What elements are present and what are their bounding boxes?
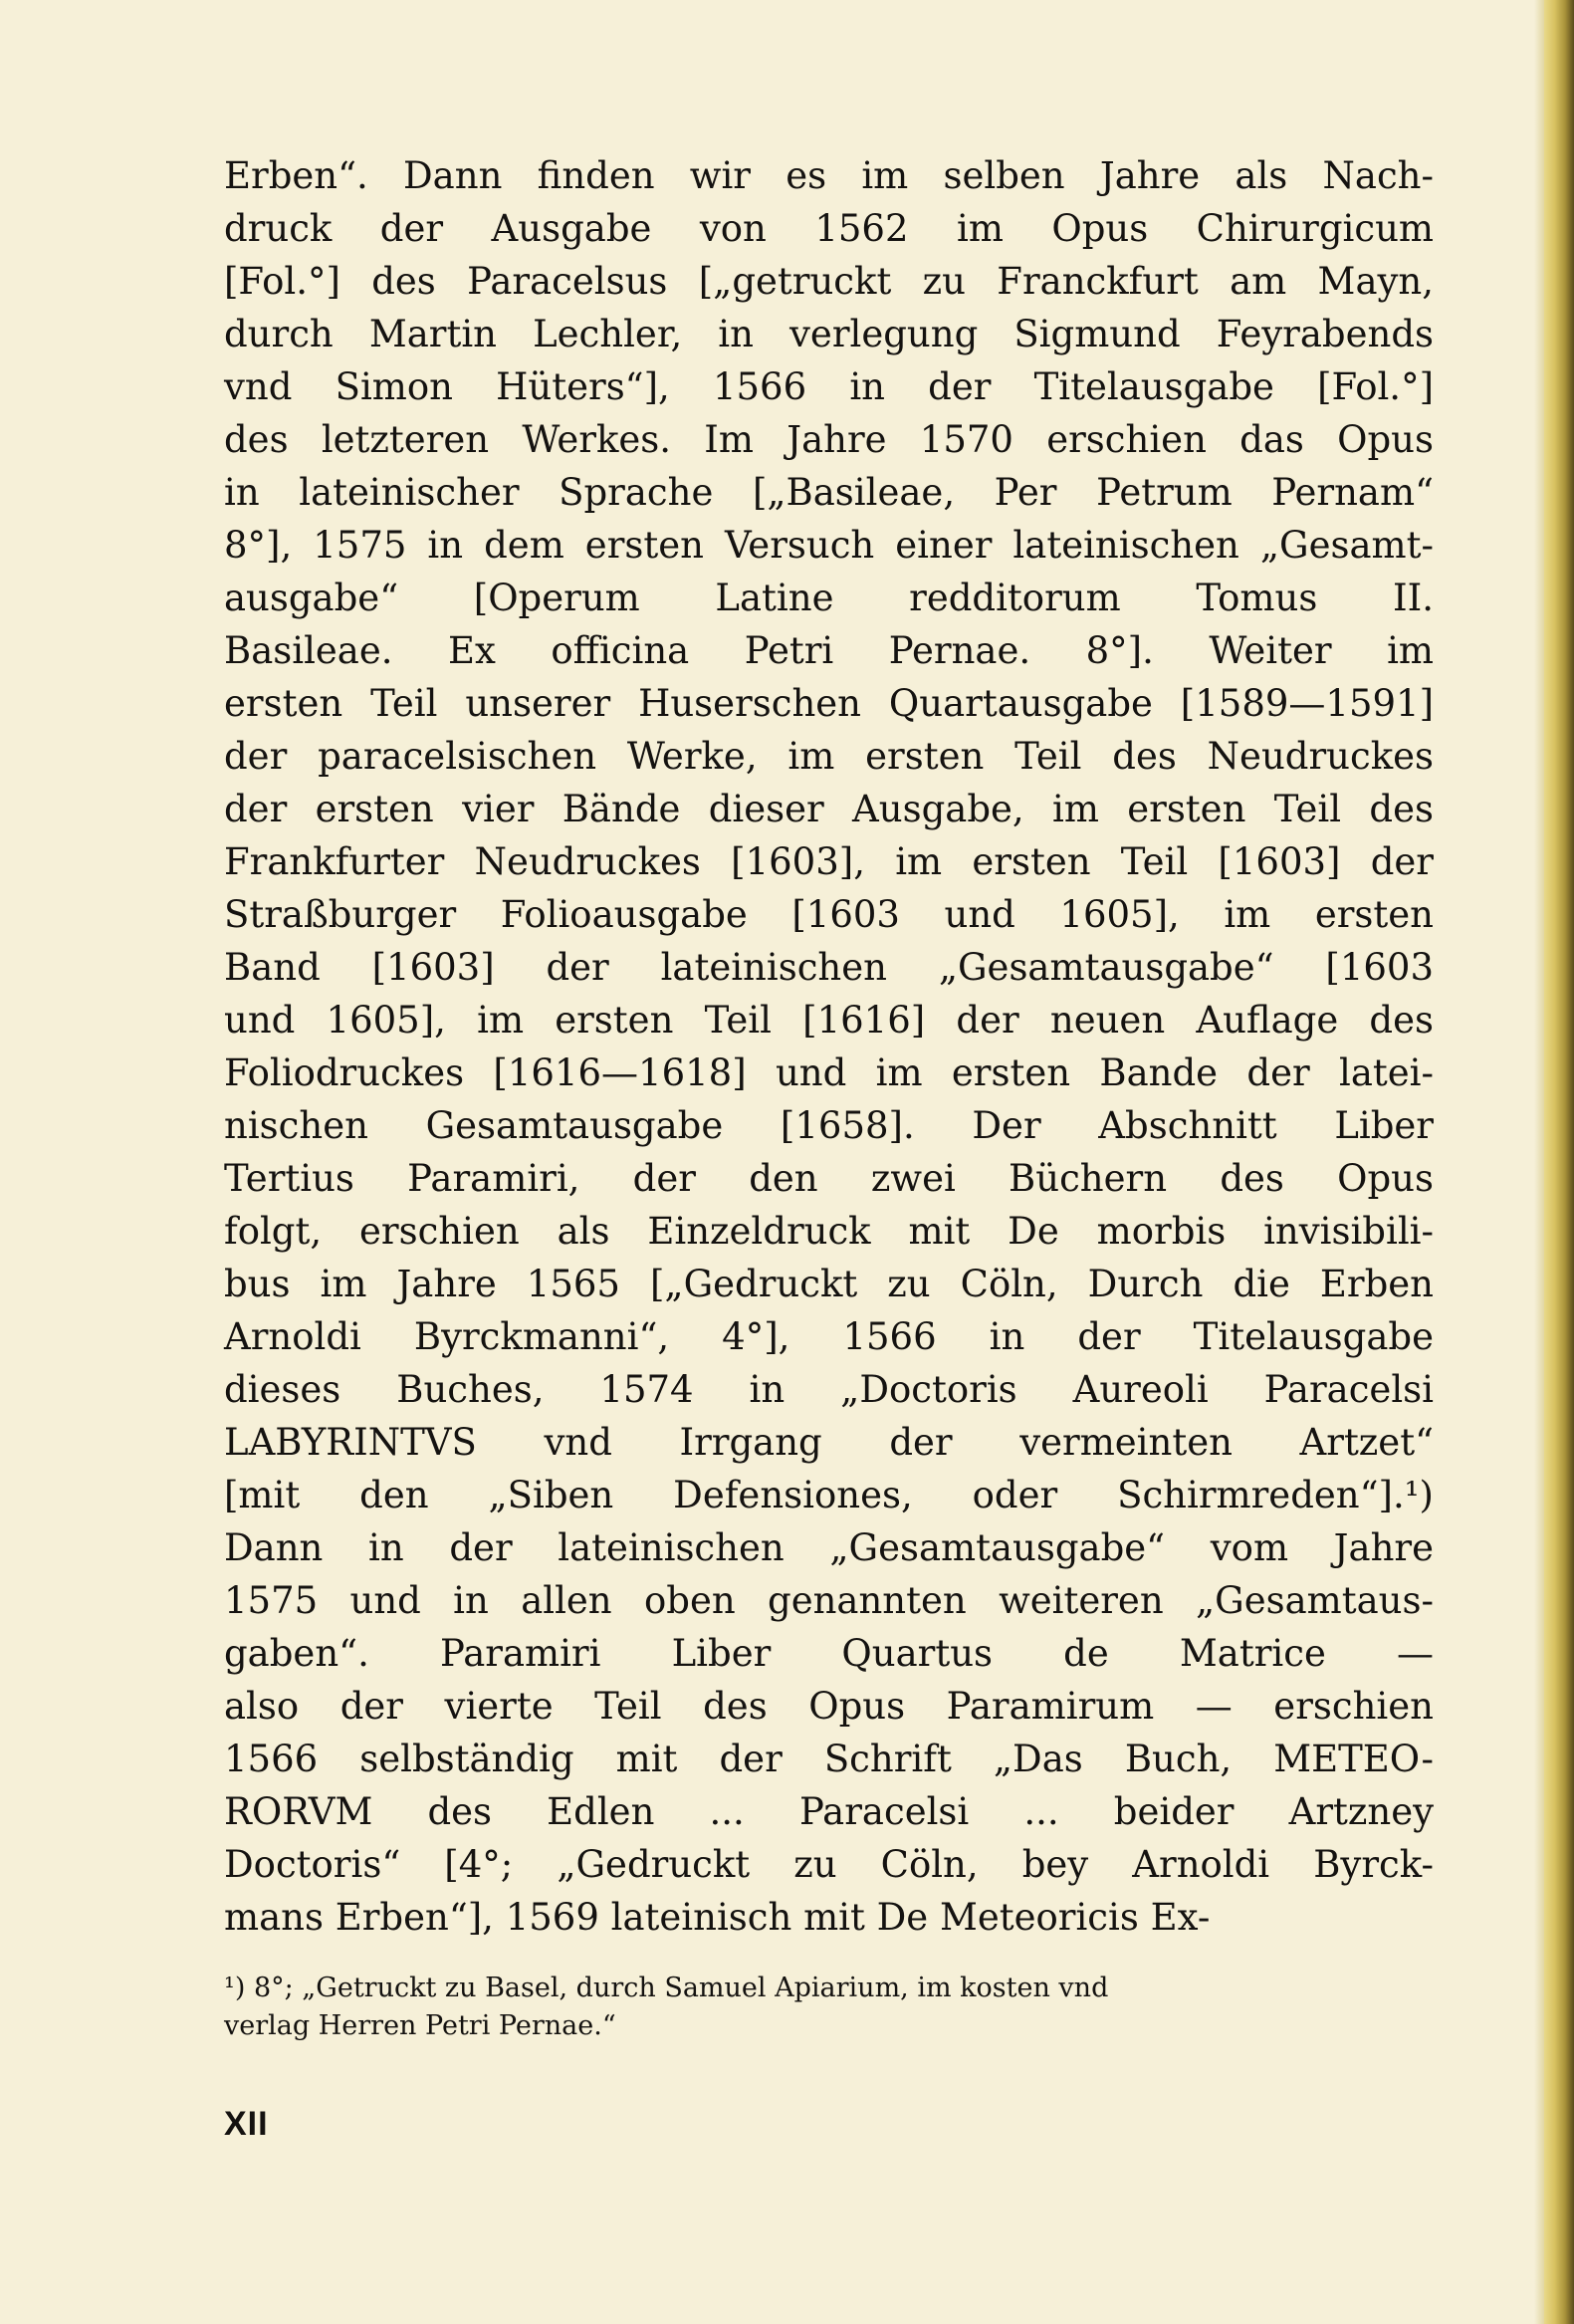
- body-line: Foliodruckes [1616—1618] und im ersten Bande der latei-: [224, 1051, 1434, 1094]
- body-line: also der vierte Teil des Opus Paramirum — erschien: [224, 1685, 1434, 1728]
- body-line: druck der Ausgabe von 1562 im Opus Chirurgicum: [224, 207, 1434, 250]
- page-edge-shadow: [1534, 0, 1544, 2324]
- body-line: Basileae. Ex officina Petri Pernae. 8°]. Weiter im: [224, 629, 1434, 672]
- body-line: Arnoldi Byrckmanni“, 4°], 1566 in der Titelausgabe: [224, 1315, 1434, 1358]
- body-line: der ersten vier Bände dieser Ausgabe, im ersten Teil des: [224, 788, 1434, 830]
- body-line: Straßburger Folioausgabe [1603 und 1605], im ersten: [224, 893, 1434, 936]
- page-number: XII: [224, 2105, 269, 2143]
- body-line: und 1605], im ersten Teil [1616] der neuen Auflage des: [224, 999, 1434, 1042]
- body-line: Erben“. Dann finden wir es im selben Jahre als Nach-: [224, 154, 1434, 197]
- body-line: LABYRINTVS vnd Irrgang der vermeinten Artzet“: [224, 1421, 1434, 1464]
- footnote-line: ¹) 8°; „Getruckt zu Basel, durch Samuel Apiarium, im kosten vnd: [224, 1973, 1109, 2003]
- body-line: durch Martin Lechler, in verlegung Sigmund Feyrabends: [224, 313, 1434, 355]
- body-line: in lateinischer Sprache [„Basileae, Per Petrum Pernam“: [224, 471, 1434, 514]
- body-line: dieses Buches, 1574 in „Doctoris Aureoli Paracelsi: [224, 1368, 1434, 1411]
- body-line: [mit den „Siben Defensiones, oder Schirmreden“].¹): [224, 1474, 1434, 1516]
- footnote: [224, 1970, 1434, 2045]
- body-line: 8°], 1575 in dem ersten Versuch einer lateinischen „Gesamt-: [224, 524, 1434, 567]
- body-line: Frankfurter Neudruckes [1603], im ersten Teil [1603] der: [224, 840, 1434, 883]
- gilded-page-edge: [1544, 0, 1574, 2324]
- body-line: 1575 und in allen oben genannten weiteren „Gesamtaus-: [224, 1579, 1434, 1622]
- body-line: Dann in der lateinischen „Gesamtausgabe“ vom Jahre: [224, 1526, 1434, 1569]
- body-line: [Fol.°] des Paracelsus [„getruckt zu Franckfurt am Mayn,: [224, 260, 1434, 303]
- body-line: ersten Teil unserer Huserschen Quartausgabe [1589—1591]: [224, 682, 1434, 725]
- body-line: Doctoris“ [4°; „Gedruckt zu Cöln, bey Arnoldi Byrck-: [224, 1843, 1434, 1886]
- body-line: bus im Jahre 1565 [„Gedruckt zu Cöln, Durch die Erben: [224, 1263, 1434, 1305]
- body-line: Tertius Paramiri, der den zwei Büchern des Opus: [224, 1157, 1434, 1200]
- body-line: der paracelsischen Werke, im ersten Teil des Neudruckes: [224, 735, 1434, 778]
- body-line: nischen Gesamtausgabe [1658]. Der Abschnitt Liber: [224, 1104, 1434, 1147]
- body-text: [224, 149, 1434, 1944]
- footnote-line: verlag Herren Petri Pernae.“: [224, 2010, 616, 2041]
- body-line: folgt, erschien als Einzeldruck mit De morbis invisibili-: [224, 1210, 1434, 1253]
- body-line: Band [1603] der lateinischen „Gesamtausgabe“ [1603: [224, 946, 1434, 989]
- body-line: vnd Simon Hüters“], 1566 in der Titelausgabe [Fol.°]: [224, 365, 1434, 408]
- body-line: ausgabe“ [Operum Latine redditorum Tomus II.: [224, 577, 1434, 619]
- body-line: RORVM des Edlen ... Paracelsi ... beider Artzney: [224, 1790, 1434, 1833]
- body-line: des letzteren Werkes. Im Jahre 1570 erschien das Opus: [224, 418, 1434, 461]
- body-line: 1566 selbständig mit der Schrift „Das Buch, METEO-: [224, 1738, 1434, 1780]
- body-line: gaben“. Paramiri Liber Quartus de Matrice —: [224, 1632, 1434, 1675]
- body-line: mans Erben“], 1569 lateinisch mit De Meteoricis Ex-: [224, 1896, 1211, 1939]
